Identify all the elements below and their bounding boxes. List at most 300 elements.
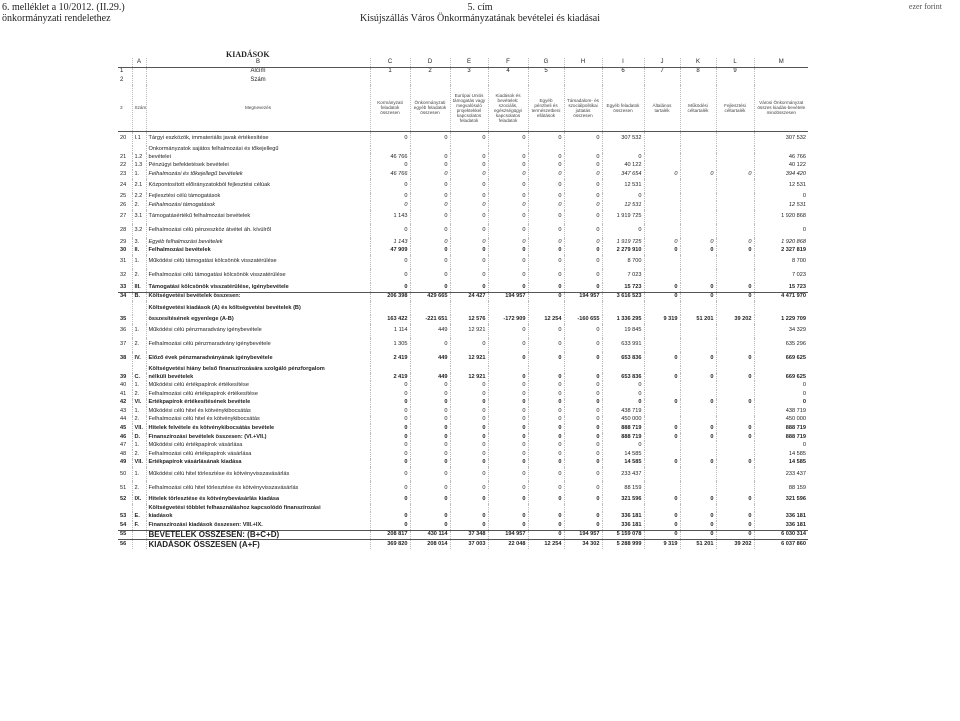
row-value: 0	[450, 224, 488, 238]
row-name: Felhalmozási támogatások	[146, 201, 370, 210]
empty-cell	[528, 76, 564, 85]
row-value	[564, 504, 602, 513]
row-value: 0	[680, 292, 716, 301]
table-body	[118, 58, 808, 549]
column-number: 9	[716, 67, 754, 76]
row-number: 54	[120, 521, 127, 528]
table-row	[118, 131, 808, 146]
row-value: 208 817	[370, 530, 410, 540]
row-number: 46	[120, 433, 127, 440]
row-value	[716, 504, 754, 513]
table-row	[118, 399, 808, 408]
row-code: III.	[132, 283, 146, 292]
table-row	[118, 481, 808, 495]
row-value: 0	[370, 459, 410, 468]
row-value: 0	[410, 210, 450, 224]
column-letter: C	[370, 58, 410, 67]
row-number: 40	[120, 382, 127, 389]
row-value: 0	[370, 390, 410, 399]
row-number: 39	[120, 373, 127, 380]
empty-cell	[410, 76, 450, 85]
column-letter: I	[602, 58, 644, 67]
row-value: 0	[488, 210, 528, 224]
row-value: 163 422	[370, 315, 410, 324]
row-value: 0	[450, 521, 488, 530]
row-value: 0	[410, 193, 450, 202]
row-value: 0	[450, 193, 488, 202]
row-value: 0	[564, 373, 602, 382]
row-value: 0	[528, 269, 564, 283]
row-value: 0	[488, 161, 528, 170]
table-row	[118, 530, 808, 540]
row-value: 0	[488, 467, 528, 481]
row-number: 52	[120, 496, 127, 503]
table-row	[118, 246, 808, 255]
row-value: 0	[716, 495, 754, 504]
row-value	[716, 224, 754, 238]
row-value: 0	[716, 530, 754, 540]
row-value: 0	[680, 373, 716, 382]
row-value: 1 919 725	[602, 210, 644, 224]
row-value: 0	[716, 283, 754, 292]
row-value: 336 181	[602, 512, 644, 521]
row-value: 0	[528, 495, 564, 504]
row-number: 36	[120, 327, 127, 334]
row-value: 0	[564, 407, 602, 416]
table-row	[118, 504, 808, 513]
szam-label: Szám	[146, 76, 370, 85]
table-row	[118, 238, 808, 247]
row-value: 633 991	[602, 338, 644, 352]
table-row	[118, 301, 808, 315]
row-value: 0	[602, 399, 644, 408]
row-number: 30	[120, 247, 127, 254]
row-code: F.	[132, 521, 146, 530]
row-value: 0	[488, 459, 528, 468]
empty-cell	[716, 76, 754, 85]
row-value: 888 719	[602, 424, 644, 433]
row-value	[680, 179, 716, 193]
row-value: 0	[716, 238, 754, 247]
row-value: 0	[410, 179, 450, 193]
row-number: 43	[120, 407, 127, 414]
table-row	[118, 193, 808, 202]
row-value	[680, 255, 716, 269]
row-name: kiadások	[146, 512, 370, 521]
row-value: 0	[450, 381, 488, 390]
row-value	[716, 255, 754, 269]
row-value: 0	[370, 179, 410, 193]
row-name: Felhalmozási célú pénzmaradvány igénybevétele	[146, 338, 370, 352]
row-value: 0	[410, 459, 450, 468]
row-value	[680, 224, 716, 238]
column-header: Megnevezés	[146, 85, 370, 132]
row-value	[528, 146, 564, 153]
row-number: 35	[120, 315, 127, 322]
row-number: 49	[120, 459, 127, 466]
table-row	[118, 170, 808, 179]
row-value: 0	[488, 324, 528, 338]
row-value: 430 114	[410, 530, 450, 540]
row-value	[644, 179, 680, 193]
table-row	[118, 424, 808, 433]
row-value: 888 719	[754, 433, 808, 442]
row-value: 2 327 819	[754, 246, 808, 255]
row-number: 31	[120, 258, 127, 265]
row-value: 0	[528, 399, 564, 408]
row-number: 20	[120, 135, 127, 142]
row-value: 8 700	[602, 255, 644, 269]
row-name: Felhalmozási bevételek	[146, 246, 370, 255]
table-row	[118, 512, 808, 521]
row-value: 0	[488, 131, 528, 146]
row-value: 0	[644, 292, 680, 301]
row-value	[564, 366, 602, 373]
row-value: 14 585	[754, 450, 808, 459]
row-value: 0	[410, 153, 450, 162]
row-value	[602, 146, 644, 153]
row-value: 0	[410, 399, 450, 408]
row-value	[644, 153, 680, 162]
row-value: 0	[602, 441, 644, 450]
row-value	[644, 201, 680, 210]
row-value: 0	[716, 424, 754, 433]
row-value	[716, 301, 754, 315]
row-value: 369 820	[370, 540, 410, 549]
row-value: 449	[410, 352, 450, 366]
row-value: 0	[410, 269, 450, 283]
table-row	[118, 352, 808, 366]
row-value: 0	[716, 292, 754, 301]
row-value: 0	[370, 495, 410, 504]
row-value: 233 437	[602, 467, 644, 481]
row-value	[716, 467, 754, 481]
column-letters-row	[118, 58, 808, 67]
row-name: Hitelek felvétele és kötvénykibocsátás bevétele	[146, 424, 370, 433]
row-value	[680, 366, 716, 373]
row-number: 38	[120, 355, 127, 362]
row-value: 0	[488, 441, 528, 450]
column-header: Társadalom- és szociálpolitikai juttatás összesen	[564, 85, 602, 132]
row-value: 0	[680, 170, 716, 179]
row-value: 34 302	[564, 540, 602, 549]
row-code	[132, 530, 146, 540]
row-value: 0	[528, 530, 564, 540]
row-value: 0	[564, 521, 602, 530]
row-value	[528, 504, 564, 513]
row-name: Finanszírozási bevételek összesen: (VI.+VII.)	[146, 433, 370, 442]
row-value: 34 329	[754, 324, 808, 338]
decree-reference	[2, 2, 125, 24]
column-letter: J	[644, 58, 680, 67]
row-value: 0	[564, 246, 602, 255]
row-code: 2.	[132, 201, 146, 210]
row-value	[644, 407, 680, 416]
row-value	[680, 338, 716, 352]
row-number: 33	[120, 283, 127, 290]
column-header: Kiadások és bevételek: szociális, egészségügyi kapcsolatos feladatok	[488, 85, 528, 132]
row-value	[716, 146, 754, 153]
row-value: 0	[370, 131, 410, 146]
row-value: 0	[488, 433, 528, 442]
row-value: 0	[528, 459, 564, 468]
row-number: 25	[120, 193, 127, 200]
row-number: 47	[120, 442, 127, 449]
row-value: 0	[754, 399, 808, 408]
row-value	[644, 131, 680, 146]
row-value: 0	[680, 512, 716, 521]
row-value: 3 616 523	[602, 292, 644, 301]
row-value: 0	[488, 416, 528, 425]
decree-line-1: 6. melléklet a 10/2012. (II.29.)	[2, 2, 125, 13]
row-code	[132, 146, 146, 153]
table-row	[118, 450, 808, 459]
row-value	[680, 416, 716, 425]
row-value: 0	[488, 381, 528, 390]
row-value: 0	[488, 338, 528, 352]
row-value: 0	[528, 338, 564, 352]
row-value: 653 836	[602, 352, 644, 366]
row-value: 1 143	[370, 238, 410, 247]
spacer-cell	[132, 76, 146, 85]
row-value: 0	[410, 201, 450, 210]
row-value	[644, 301, 680, 315]
row-value: 194 957	[564, 530, 602, 540]
column-letter: H	[564, 58, 602, 67]
row-value: 0	[488, 201, 528, 210]
row-value	[680, 146, 716, 153]
row-value	[716, 366, 754, 373]
row-name: Felhalmozási célú támogatási kölcsönök visszatérülése	[146, 269, 370, 283]
row-value	[602, 301, 644, 315]
row-value: 46 766	[370, 153, 410, 162]
row-name: Támogatási kölcsönök visszatérülése, igénybevétele	[146, 283, 370, 292]
row-value	[754, 301, 808, 315]
table-row	[118, 161, 808, 170]
row-value: 0	[488, 481, 528, 495]
row-value	[754, 146, 808, 153]
row-value: 0	[450, 390, 488, 399]
row-value: 0	[370, 481, 410, 495]
row-value: 0	[488, 153, 528, 162]
row-value	[488, 146, 528, 153]
table-row	[118, 255, 808, 269]
row-value: 0	[488, 373, 528, 382]
row-value: 51 201	[680, 315, 716, 324]
row-name: Fejlesztési célú támogatások	[146, 193, 370, 202]
row-value: 22 048	[488, 540, 528, 549]
row-value: 7 023	[602, 269, 644, 283]
unit-label: ezer forint	[908, 2, 942, 11]
row-value	[450, 301, 488, 315]
row-value: 0	[754, 390, 808, 399]
row-value: 0	[370, 255, 410, 269]
row-value: 0	[370, 399, 410, 408]
row-number: 29	[120, 238, 127, 245]
row-value: 12 921	[450, 352, 488, 366]
row-value: 450 000	[602, 416, 644, 425]
row-value: 0	[488, 238, 528, 247]
row-value: 9 319	[644, 315, 680, 324]
row-value: 0	[644, 512, 680, 521]
row-number: 34	[118, 292, 132, 301]
row-value	[488, 504, 528, 513]
row-value: 1 305	[370, 338, 410, 352]
row-value: 0	[450, 153, 488, 162]
empty-cell	[680, 76, 716, 85]
column-header: Fejlesztési céltartalék	[716, 85, 754, 132]
row-value	[680, 201, 716, 210]
column-header: Európai Uniós támogatás vagy megvalósuló projektekkel kapcsolatos feladatok	[450, 85, 488, 132]
row-value: 0	[370, 450, 410, 459]
row-value	[644, 366, 680, 373]
row-code: 1.	[132, 324, 146, 338]
row-value: 0	[754, 381, 808, 390]
row-name: Önkormányzatok sajátos felhalmozási és tőkejellegű	[146, 146, 370, 153]
column-number: Alcím	[146, 67, 370, 76]
row-name: Működési célú értékpapírok vásárlása	[146, 441, 370, 450]
row-value: 0	[410, 407, 450, 416]
row-value: 0	[370, 269, 410, 283]
row-value: 0	[680, 530, 716, 540]
row-value	[370, 301, 410, 315]
row-value: 0	[680, 246, 716, 255]
table-row	[118, 467, 808, 481]
row-value: 0	[644, 373, 680, 382]
row-value: 0	[564, 170, 602, 179]
row-value: 12 531	[754, 179, 808, 193]
row-code: 1.	[132, 381, 146, 390]
row-value: 0	[680, 238, 716, 247]
column-number: 7	[644, 67, 680, 76]
column-number: 4	[488, 67, 528, 76]
row-value: 0	[488, 512, 528, 521]
row-value: 0	[370, 193, 410, 202]
row-value: 7 023	[754, 269, 808, 283]
row-value: 0	[644, 283, 680, 292]
column-letter: B	[146, 58, 370, 67]
row-value: 12 531	[754, 201, 808, 210]
column-letter: L	[716, 58, 754, 67]
row-value: 0	[602, 153, 644, 162]
row-name: összesítésének egyenlege (A-B)	[146, 315, 370, 324]
row-code: 1.3	[132, 161, 146, 170]
row-value: 0	[564, 352, 602, 366]
row-value: 14 585	[602, 450, 644, 459]
row-value: 0	[528, 481, 564, 495]
table-row	[118, 146, 808, 153]
row-code	[132, 504, 146, 513]
row-value: 0	[488, 269, 528, 283]
row-value: 0	[680, 283, 716, 292]
row-value: 0	[410, 495, 450, 504]
row-code: 2.	[132, 269, 146, 283]
table-row	[118, 540, 808, 549]
row-value	[644, 269, 680, 283]
row-value: 438 719	[602, 407, 644, 416]
row-value: 0	[528, 161, 564, 170]
row-number: 28	[120, 227, 127, 234]
row-code: 3.2	[132, 224, 146, 238]
row-number: 42	[120, 399, 127, 406]
row-code: 1.2	[132, 153, 146, 162]
row-value: 0	[370, 201, 410, 210]
row-value	[716, 416, 754, 425]
row-value: 669 625	[754, 352, 808, 366]
row-value: 0	[564, 338, 602, 352]
row-code: 2.	[132, 390, 146, 399]
row-value: 0	[644, 170, 680, 179]
row-name: Felhalmozási célú értékpapírok értékesítése	[146, 390, 370, 399]
row-value	[716, 390, 754, 399]
row-value	[410, 301, 450, 315]
row-value: 0	[528, 131, 564, 146]
row-value: 0	[488, 193, 528, 202]
column-letter: K	[680, 58, 716, 67]
row-value: 0	[564, 153, 602, 162]
column-letter: A	[132, 58, 146, 67]
row-code: II.	[132, 246, 146, 255]
row-value: 0	[528, 201, 564, 210]
row-value: 0	[450, 338, 488, 352]
row-value: 0	[528, 170, 564, 179]
row-value: 0	[644, 495, 680, 504]
row-value: 0	[410, 381, 450, 390]
row-name: Felhalmozási célú hitel törlesztése és kötvényvisszavásárlás	[146, 481, 370, 495]
row-value: 12 254	[528, 540, 564, 549]
row-value: 0	[410, 246, 450, 255]
row-number: 27	[120, 213, 127, 220]
column-header: Általános tartalék	[644, 85, 680, 132]
row-value: 0	[680, 433, 716, 442]
row-value: 12 254	[528, 315, 564, 324]
row-value: 0	[450, 467, 488, 481]
row-value: 88 159	[602, 481, 644, 495]
row-name: Tárgyi eszközök, immateriális javak értékesítése	[146, 131, 370, 146]
row-value: 0	[488, 352, 528, 366]
row-number: 24	[120, 182, 127, 189]
row-value: 0	[410, 424, 450, 433]
table-row	[118, 381, 808, 390]
row-value: 0	[370, 433, 410, 442]
table-row	[118, 292, 808, 301]
row-value: 1 114	[370, 324, 410, 338]
row-value	[716, 450, 754, 459]
row-value: 0	[410, 390, 450, 399]
row-code	[132, 301, 146, 315]
row-value: 0	[680, 352, 716, 366]
row-value: 0	[488, 224, 528, 238]
budget-table	[118, 58, 808, 549]
row-value: 0	[488, 179, 528, 193]
row-value	[450, 504, 488, 513]
row-value: 0	[450, 170, 488, 179]
row-value: 0	[450, 246, 488, 255]
row-value: 47 909	[370, 246, 410, 255]
row-value	[716, 210, 754, 224]
row-value	[716, 153, 754, 162]
row-value: 0	[410, 338, 450, 352]
row-name: Finanszírozási kiadások összesen: VIII.+IX.	[146, 521, 370, 530]
row-value: 0	[528, 390, 564, 399]
row-name: Költségvetési hiány belső finanszírozására szolgáló pénzforgalom	[146, 366, 370, 373]
row-value: 0	[564, 467, 602, 481]
row-value: 0	[564, 424, 602, 433]
row-number: 32	[120, 272, 127, 279]
row-value: 0	[644, 246, 680, 255]
row-value: 1 919 725	[602, 238, 644, 247]
row-value: 321 596	[602, 495, 644, 504]
